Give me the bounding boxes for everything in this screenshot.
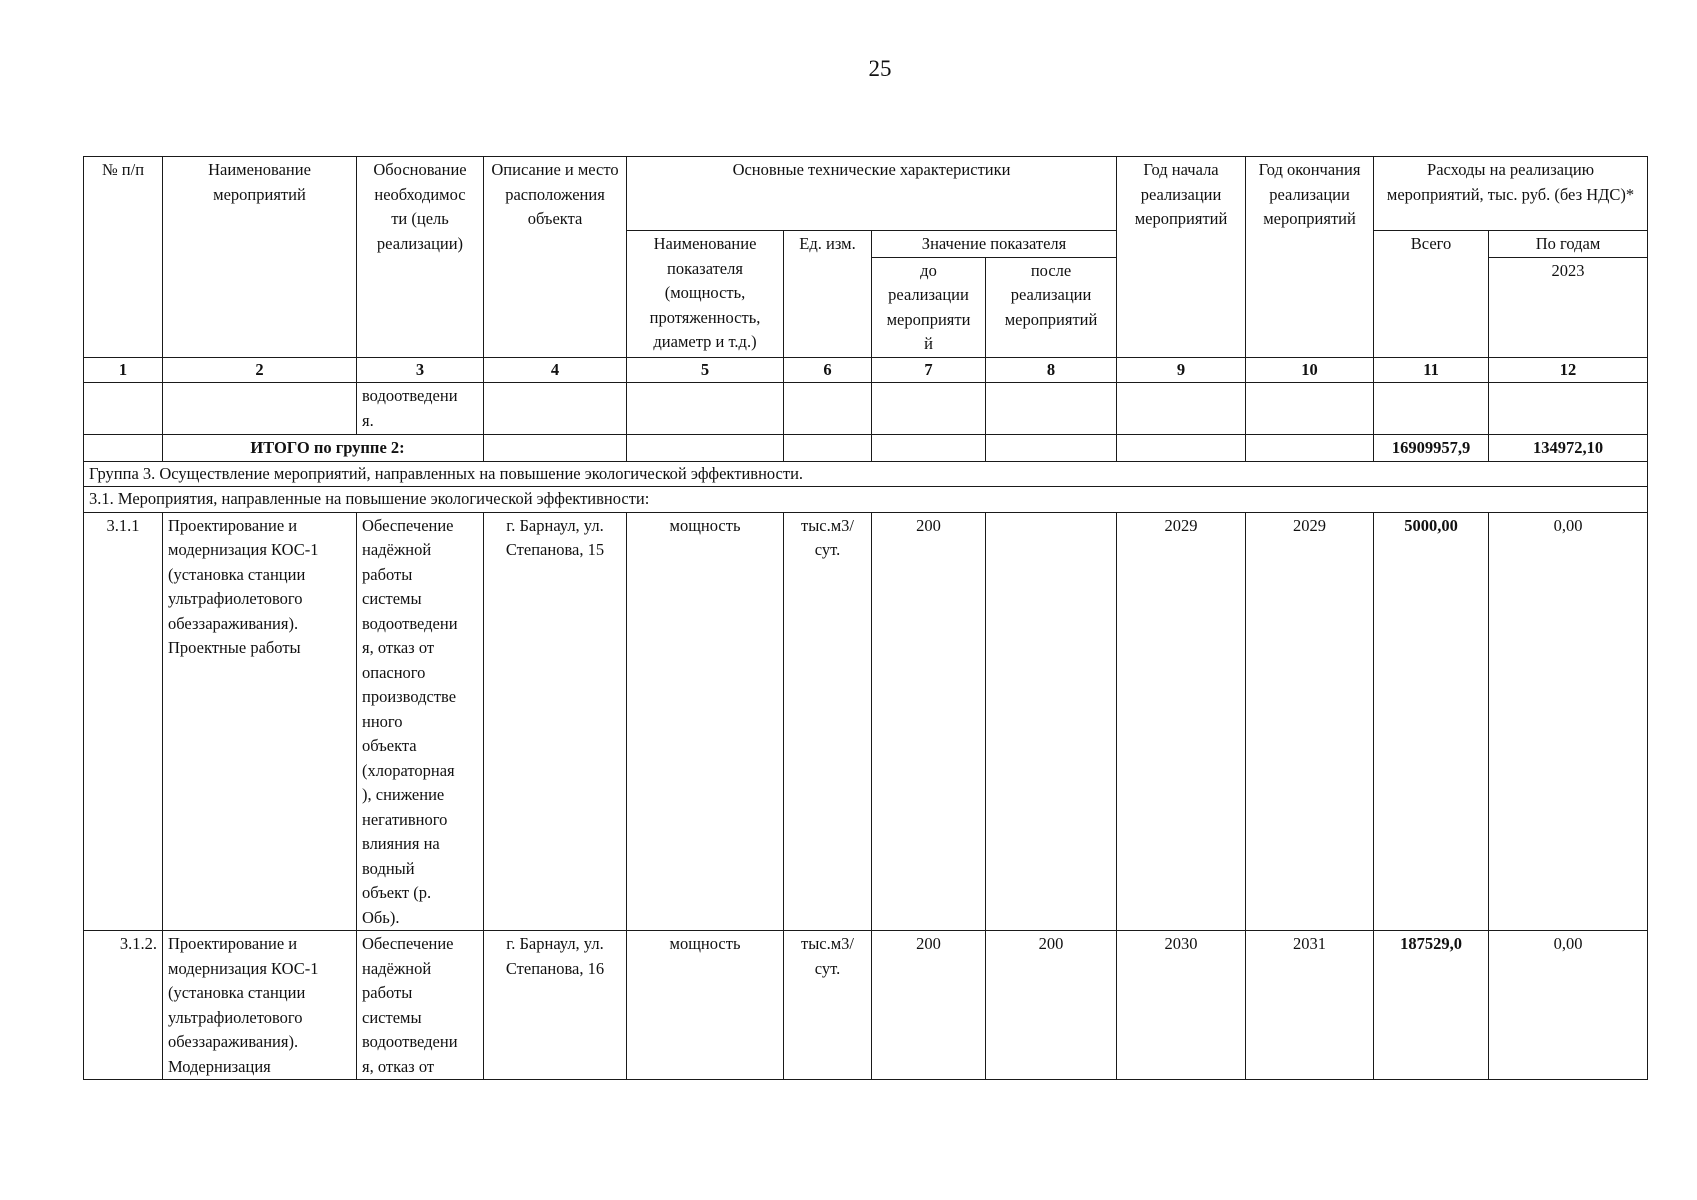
row-location: г. Барнаул, ул. Степанова, 15 (484, 512, 627, 931)
group3-title: Группа 3. Осуществление мероприятий, направленных на повышение экологической эффективности. (84, 461, 1648, 487)
continuation-row (84, 383, 1648, 435)
column-number: 5 (627, 357, 784, 383)
measures-table (83, 156, 1648, 1080)
column-number: 12 (1489, 357, 1648, 383)
group-row (84, 461, 1648, 487)
header-value: Значение показателя (872, 231, 1117, 258)
row-indicator: мощность (627, 512, 784, 931)
column-number: 1 (84, 357, 163, 383)
row-after: 200 (986, 931, 1117, 1080)
itogo-total: 16909957,9 (1374, 435, 1489, 462)
subgroup31-title: 3.1. Мероприятия, направленные на повышение экологической эффективности: (84, 487, 1648, 513)
column-number: 9 (1117, 357, 1246, 383)
row-reason: Обеспечение надёжной работы системы водоотведени я, отказ от (357, 931, 484, 1080)
row-before: 200 (872, 931, 986, 1080)
row-before: 200 (872, 512, 986, 931)
row-total: 5000,00 (1374, 512, 1489, 931)
row-total: 187529,0 (1374, 931, 1489, 1080)
row-name: Проектирование и модернизация КОС-1 (установка станции ультрафиолетового обеззараживания). Модернизация (163, 931, 357, 1080)
column-numbers-row (84, 357, 1648, 383)
column-number: 2 (163, 357, 357, 383)
row-end-year: 2031 (1246, 931, 1374, 1080)
row-year-2023: 0,00 (1489, 931, 1648, 1080)
header-by-year: По годам (1489, 231, 1648, 258)
column-number: 10 (1246, 357, 1374, 383)
header-col-end-year: Год окончания реализации мероприятий (1246, 157, 1374, 358)
table-row (84, 512, 1648, 931)
header-col-location: Описание и место расположения объекта (484, 157, 627, 358)
column-number: 3 (357, 357, 484, 383)
header-total: Всего (1374, 231, 1489, 358)
row-name: Проектирование и модернизация КОС-1 (установка станции ультрафиолетового обеззараживания). Проектные работы (163, 512, 357, 931)
table-row (84, 931, 1648, 1080)
column-number: 11 (1374, 357, 1489, 383)
row-num: 3.1.1 (84, 512, 163, 931)
column-number: 4 (484, 357, 627, 383)
column-number: 6 (784, 357, 872, 383)
group-row (84, 487, 1648, 513)
itogo-row (84, 435, 1648, 462)
row-year-2023: 0,00 (1489, 512, 1648, 931)
header-col-name: Наименование мероприятий (163, 157, 357, 358)
header-year-2023: 2023 (1489, 257, 1648, 357)
row-location: г. Барнаул, ул. Степанова, 16 (484, 931, 627, 1080)
itogo-label: ИТОГО по группе 2: (163, 435, 484, 462)
column-number: 7 (872, 357, 986, 383)
header-col-num: № п/п (84, 157, 163, 358)
continuation-reason: водоотведени я. (357, 383, 484, 435)
row-unit: тыс.м3/ сут. (784, 512, 872, 931)
page-number: 25 (868, 56, 892, 81)
row-start-year: 2030 (1117, 931, 1246, 1080)
row-after (986, 512, 1117, 931)
header-before: до реализации мероприяти й (872, 257, 986, 357)
row-end-year: 2029 (1246, 512, 1374, 931)
header-col-tech: Основные технические характеристики (627, 157, 1117, 231)
row-indicator: мощность (627, 931, 784, 1080)
header-unit: Ед. изм. (784, 231, 872, 358)
column-number: 8 (986, 357, 1117, 383)
row-num: 3.1.2. (84, 931, 163, 1080)
row-reason: Обеспечение надёжной работы системы водоотведени я, отказ от опасного производстве нного объекта (хлораторная ), снижение негативного влияния на водный объект (р. Обь). (357, 512, 484, 931)
row-unit: тыс.м3/ сут. (784, 931, 872, 1080)
header-col-costs: Расходы на реализацию мероприятий, тыс. руб. (без НДС)* (1374, 157, 1648, 231)
header-indicator-name: Наименование показателя (мощность, протяженность, диаметр и т.д.) (627, 231, 784, 358)
header-col-start-year: Год начала реализации мероприятий (1117, 157, 1246, 358)
header-row (84, 157, 1648, 231)
row-start-year: 2029 (1117, 512, 1246, 931)
header-after: после реализации мероприятий (986, 257, 1117, 357)
itogo-year-2023: 134972,10 (1489, 435, 1648, 462)
header-col-reason: Обоснование необходимос ти (цель реализации) (357, 157, 484, 358)
